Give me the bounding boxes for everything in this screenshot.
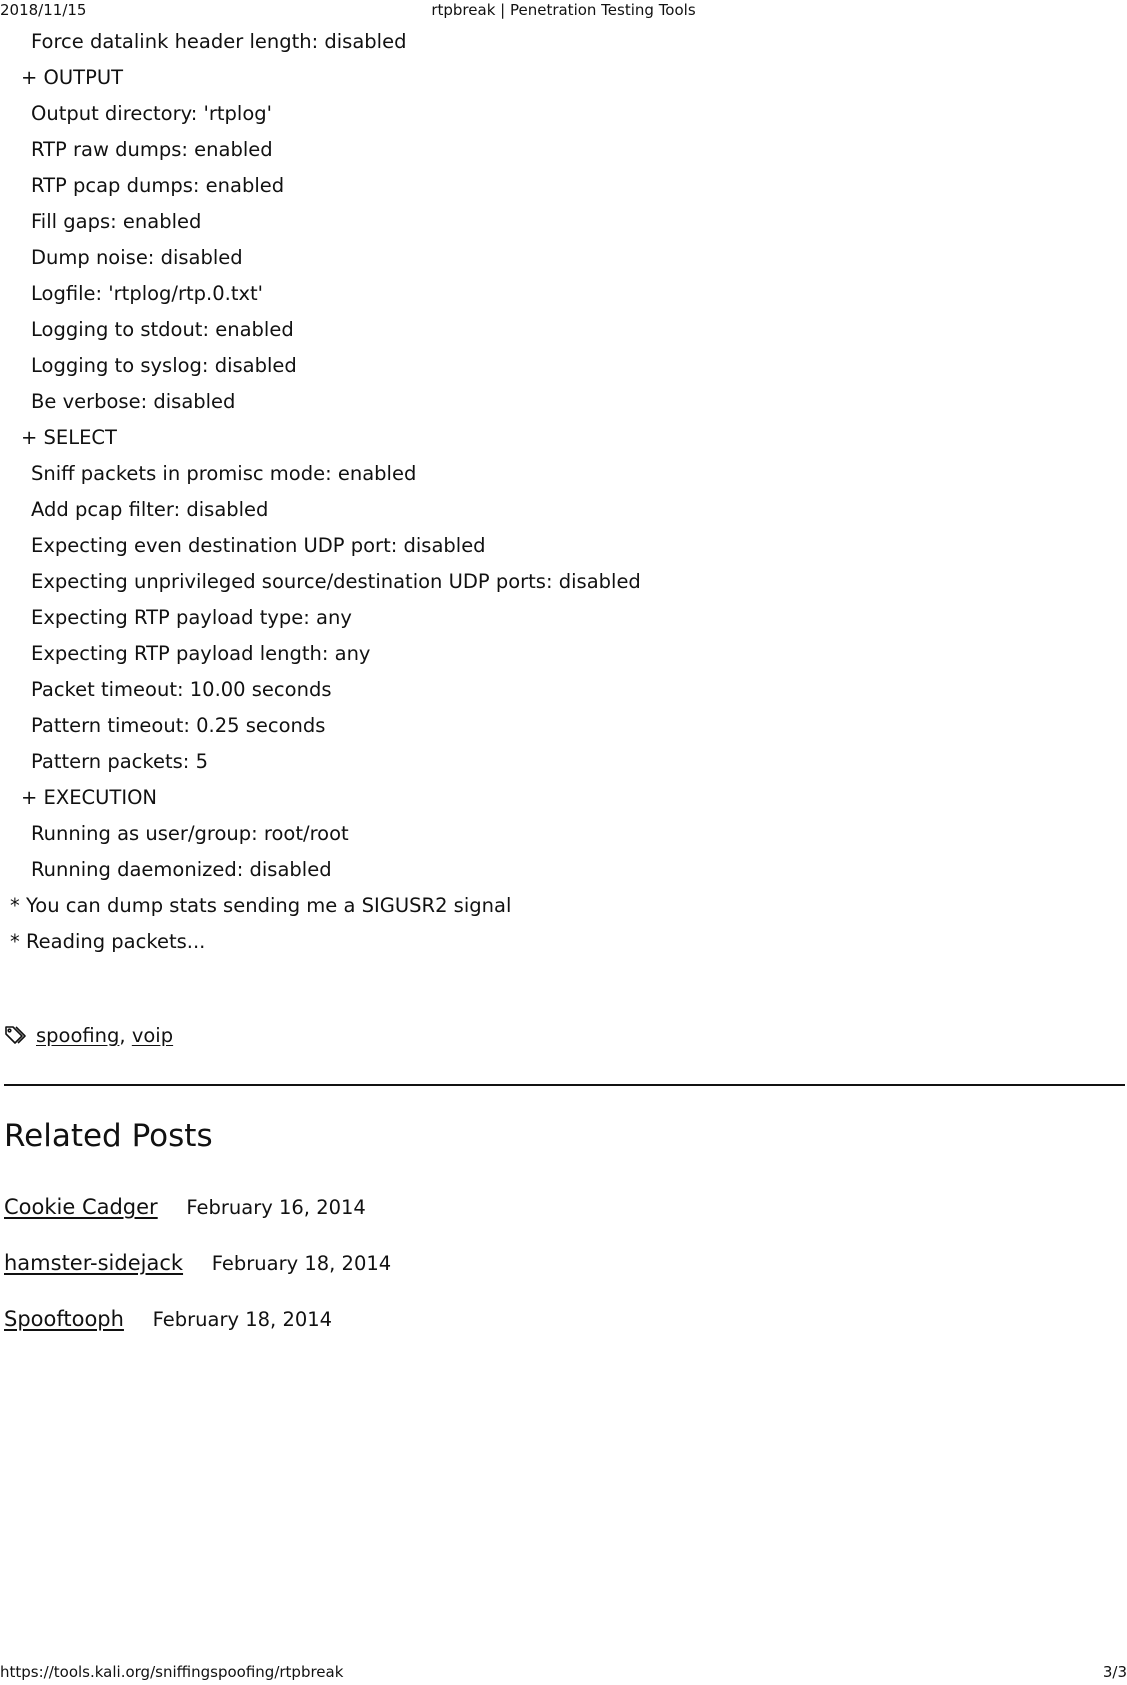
output-line: Logfile: 'rtplog/rtp.0.txt' bbox=[31, 282, 264, 305]
output-line: * You can dump stats sending me a SIGUSR2 signal bbox=[10, 894, 512, 917]
tag-separator: , bbox=[119, 1024, 132, 1047]
print-header bbox=[0, 0, 1127, 20]
output-line: Fill gaps: enabled bbox=[31, 210, 202, 233]
print-url: https://tools.kali.org/sniffingspoofing/rtpbreak bbox=[0, 1663, 344, 1681]
output-line: Packet timeout: 10.00 seconds bbox=[31, 678, 332, 701]
related-post-link-spooftooph[interactable]: Spooftooph bbox=[4, 1307, 124, 1331]
print-date: 2018/11/15 bbox=[0, 1, 87, 19]
post-tags bbox=[4, 1022, 173, 1050]
output-line: Be verbose: disabled bbox=[31, 390, 236, 413]
print-page-number: 3/3 bbox=[1102, 1663, 1127, 1681]
output-line: Expecting RTP payload type: any bbox=[31, 606, 352, 629]
output-line: RTP raw dumps: enabled bbox=[31, 138, 273, 161]
output-line: Logging to syslog: disabled bbox=[31, 354, 297, 377]
related-post-date: February 16, 2014 bbox=[186, 1196, 366, 1219]
related-post-date: February 18, 2014 bbox=[211, 1252, 392, 1275]
output-section-heading: + EXECUTION bbox=[21, 786, 158, 809]
tag-link-spoofing[interactable]: spoofing bbox=[36, 1024, 120, 1047]
output-line: Pattern timeout: 0.25 seconds bbox=[31, 714, 326, 737]
output-line: RTP pcap dumps: enabled bbox=[31, 174, 285, 197]
print-page-title: rtpbreak | Penetration Testing Tools bbox=[431, 1, 696, 19]
command-output bbox=[0, 24, 1000, 960]
output-line: Running as user/group: root/root bbox=[31, 822, 349, 845]
tag-icon bbox=[4, 1023, 30, 1049]
related-post-item bbox=[4, 1246, 391, 1302]
related-post-item bbox=[4, 1190, 391, 1246]
output-section-heading: + OUTPUT bbox=[21, 66, 124, 89]
output-line: Pattern packets: 5 bbox=[31, 750, 208, 773]
output-line: Expecting even destination UDP port: disabled bbox=[31, 534, 486, 557]
section-divider bbox=[4, 1084, 1125, 1086]
output-line: Expecting unprivileged source/destination UDP ports: disabled bbox=[31, 570, 641, 593]
output-line: Expecting RTP payload length: any bbox=[31, 642, 371, 665]
tag-link-voip[interactable]: voip bbox=[131, 1024, 174, 1047]
related-post-date: February 18, 2014 bbox=[152, 1308, 333, 1331]
output-line: Dump noise: disabled bbox=[31, 246, 243, 269]
related-posts-list bbox=[4, 1190, 391, 1358]
output-line: Logging to stdout: enabled bbox=[31, 318, 294, 341]
output-section-heading: + SELECT bbox=[21, 426, 117, 449]
related-post-link-hamster-sidejack[interactable]: hamster-sidejack bbox=[4, 1251, 184, 1275]
print-footer bbox=[0, 1662, 1127, 1682]
output-line: * Reading packets... bbox=[10, 930, 206, 953]
output-line: Add pcap filter: disabled bbox=[31, 498, 269, 521]
related-post-item bbox=[4, 1302, 391, 1358]
related-posts-heading: Related Posts bbox=[4, 1118, 213, 1154]
related-post-link-cookie-cadger[interactable]: Cookie Cadger bbox=[4, 1195, 158, 1219]
output-line: Force datalink header length: disabled bbox=[31, 30, 407, 53]
output-line: Running daemonized: disabled bbox=[31, 858, 332, 881]
output-line: Output directory: 'rtplog' bbox=[31, 102, 273, 125]
output-line: Sniff packets in promisc mode: enabled bbox=[31, 462, 417, 485]
